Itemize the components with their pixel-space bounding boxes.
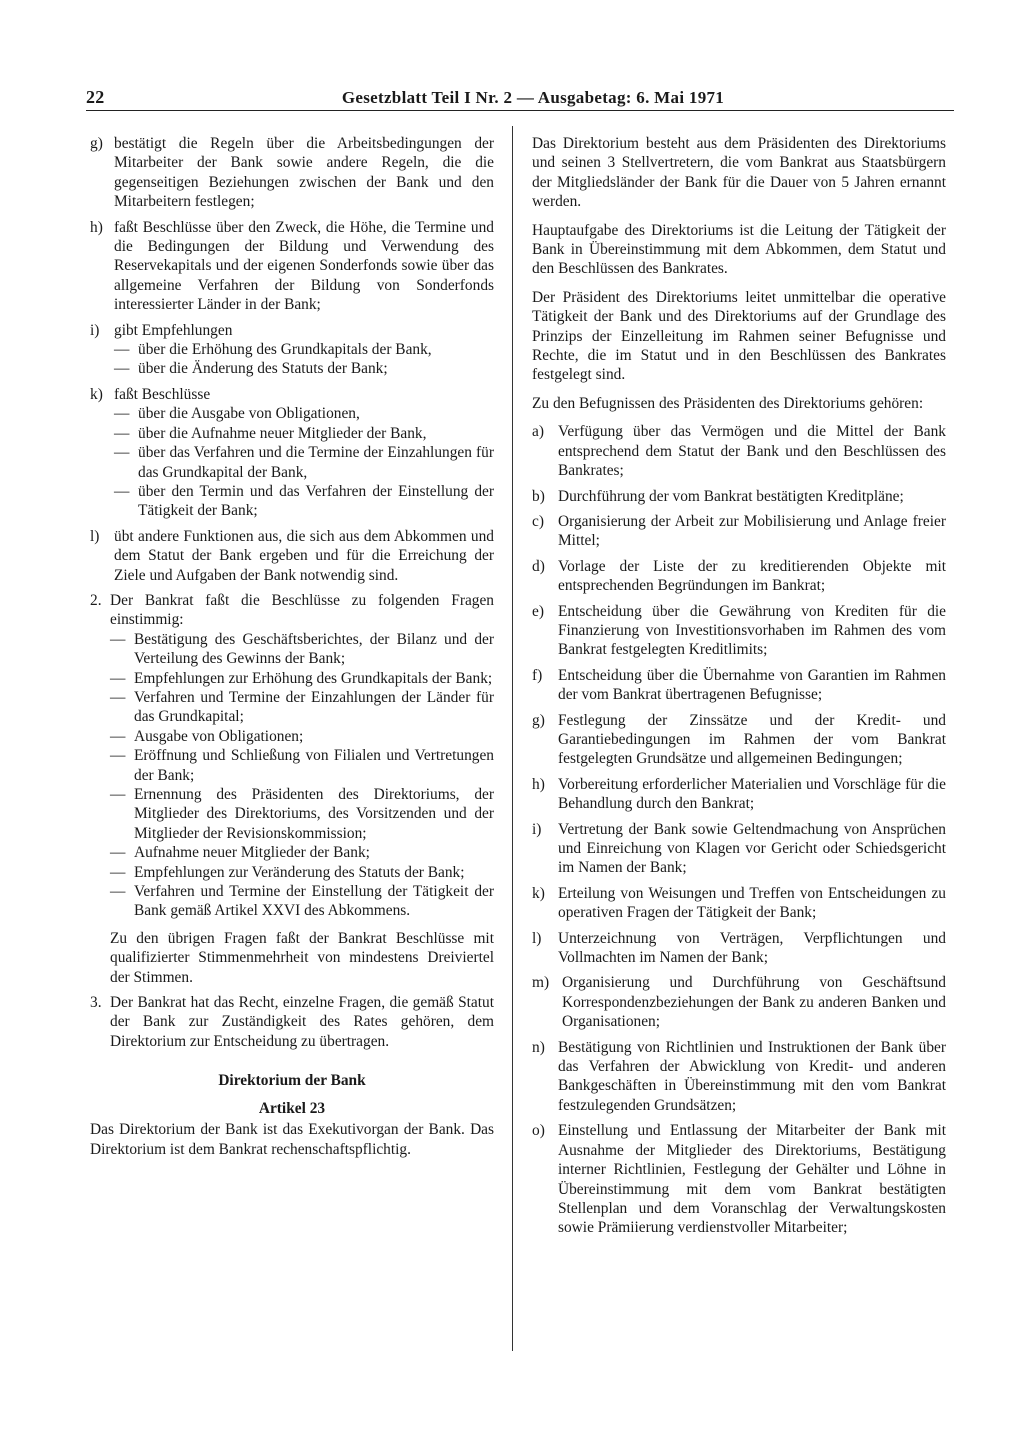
numbered-point: 2. Der Bankrat faßt die Beschlüsse zu folgenden Fragen einstimmig: — Bestätigung des Geschäftsberichtes, der Bilanz und der Verteilung des Gewinns der Bank; — Empfehlungen zur Erhöhung des Grundkapitals der Bank; — Verfahren und Termine der Einzahlungen der Länder für das Grundkapital; — Ausgabe von Obligationen; — Eröffnung und Schließung von Filialen und Vertretungen der Bank; — Ernennung des Präsidenten des Direktoriums, der Mitglieder des Direktoriums, des Vorsitzenden und der Mitglieder der Revisionskommission; — Aufnahme neuer Mitglieder der Bank; — Empfehlungen zur Veränderung des Statuts der Bank; — Verfahren und Termine der Einstellung der Tätigkeit der Bank gemäß Artikel XXVI des Abkommens. Zu den übrigen Fragen faßt der Bankrat Beschlüsse mit qualifizierter Stimmenmehrheit von mindestens Dreiviertel der Stimmen. bbox=[90, 591, 494, 986]
list-item: o) Einstellung und Entlassung der Mitarbeiter der Bank mit Ausnahme der Mitglieder des Direktoriums, Bestätigung interner Richtlinien, Festlegung der Gehälter und Löhne in Übereinstimmung mit dem vom Bankrat bestätigten Stellenplan und dem Voranschlag der Verwaltungskosten sowie Prämiierung verdienstvoller Mitarbeiter; bbox=[532, 1122, 946, 1237]
dash-item: — über den Termin und das Verfahren der Einstellung der Tätigkeit der Bank; bbox=[114, 482, 494, 520]
column-divider bbox=[512, 126, 513, 1351]
dash-item: — über die Aufnahme neuer Mitglieder der Bank, bbox=[114, 424, 427, 442]
right-column bbox=[532, 134, 946, 1244]
list-item: k) Erteilung von Weisungen und Treffen von Entscheidungen zu operativen Fragen der Tätigkeit der Bank; bbox=[532, 884, 946, 922]
list-item: f) Entscheidung über die Übernahme von Garantien im Rahmen der vom Bankrat übertragenen Befugnisse; bbox=[532, 666, 946, 704]
gazette-title: Gesetzblatt Teil I Nr. 2 — Ausgabetag: 6. Mai 1971 bbox=[341, 88, 725, 107]
list-item: c) Organisierung der Arbeit zur Mobilisierung und Anlage freier Mittel; bbox=[532, 512, 946, 550]
section-heading: Direktorium der Bank bbox=[218, 1072, 366, 1090]
dash-item: — Verfahren und Termine der Einzahlungen der Länder für das Grundkapital; bbox=[110, 688, 494, 726]
dash-item: — über die Änderung des Statuts der Bank; bbox=[114, 360, 388, 378]
dash-item: — Eröffnung und Schließung von Filialen und Vertretungen der Bank; bbox=[110, 747, 494, 784]
dash-item: — Bestätigung des Geschäftsberichtes, der Bilanz und der Verteilung des Gewinns der Bank; bbox=[110, 630, 494, 668]
point2-closing: Zu den übrigen Fragen faßt der Bankrat Beschlüsse mit qualifizierter Stimmenmehrheit von mindestens Dreiviertel der Stimmen. bbox=[110, 929, 494, 986]
list-item: i) Vertretung der Bank sowie Geltendmachung von Ansprüchen und Einreichung von Klagen vor Gericht oder Schiedsgericht im Namen der Bank; bbox=[532, 820, 946, 877]
left-column bbox=[90, 134, 494, 1167]
list-item: d) Vorlage der Liste der zu kreditierenden Objekte mit entsprechenden Begründungen im Bankrat; bbox=[532, 557, 946, 595]
list-item: n) Bestätigung von Richtlinien und Instruktionen der Bank über das Verfahren der Abwicklung von Kredit- und anderen Bankgeschäften in Übereinstimmung mit den vom Bankrat festzulegenden Grundsätzen; bbox=[532, 1038, 946, 1114]
numbered-point: 3. Der Bankrat hat das Recht, einzelne Fragen, die gemäß Statut der Bank zur Zuständigkeit des Rates gehören, dem Direktorium zur Entscheidung zu übertragen. bbox=[90, 994, 494, 1050]
list-item: m) Organisierung und Durchführung von Geschäftsund Korrespondenzbeziehungen der Bank zu anderen Banken und Organisationen; bbox=[532, 974, 946, 1031]
dash-item: — Verfahren und Termine der Einstellung der Tätigkeit der Bank gemäß Artikel XXVI des Abkommens. bbox=[110, 883, 494, 920]
page-header bbox=[86, 82, 950, 108]
paragraph: Hauptaufgabe des Direktoriums ist die Leitung der Tätigkeit der Bank in Übereinstimmung mit dem Abkommen, dem Statut und den Beschlüssen des Bankrates. bbox=[532, 221, 946, 278]
list-item: i) gibt Empfehlungen — über die Erhöhung des Grundkapitals der Bank, — über die Änderung des Statuts der Bank; bbox=[90, 321, 494, 379]
list-item: h) Vorbereitung erforderlicher Materialien und Vorschläge für die Behandlung durch den Bankrat; bbox=[532, 775, 946, 813]
list-item: g) Festlegung der Zinssätze und der Kredit- und Garantiebedingungen im Rahmen der vom Bankrat festgelegten Grundsätze und allgemeinen Bedingungen; bbox=[532, 711, 946, 768]
paragraph: Zu den Befugnissen des Präsidenten des Direktoriums gehören: bbox=[532, 394, 924, 412]
list-item: l) Unterzeichnung von Verträgen, Verpflichtungen und Vollmachten im Namen der Bank; bbox=[532, 929, 946, 967]
list-item: k) faßt Beschlüsse — über die Ausgabe von Obligationen, — über die Aufnahme neuer Mitglieder der Bank, — über das Verfahren und die Termine der Einzahlungen für das Grundkapital der Bank, — über den Termin und das Verfahren der Einstellung der Tätigkeit der Bank; bbox=[90, 385, 494, 520]
list-item: b) Durchführung der vom Bankrat bestätigten Kreditpläne; bbox=[532, 487, 904, 505]
article-heading: Artikel 23 bbox=[258, 1099, 326, 1117]
dash-item: — Empfehlungen zur Erhöhung des Grundkapitals der Bank; bbox=[110, 669, 493, 687]
page-number: 22 bbox=[86, 87, 105, 107]
list-item: h) faßt Beschlüsse über den Zweck, die Höhe, die Termine und die Bedingungen der Bildung und Verwendung des Reservekapitals und der eigenen Sonderfonds sowie über das allgemeine Verfahren der Bildung von Sonderfonds interessierter Länder in der Bank; bbox=[90, 218, 494, 314]
paragraph: Das Direktorium besteht aus dem Präsidenten des Direktoriums und seinen 3 Stellvertretern, die vom Bankrat aus Staatsbürgern der Mitgliedsländer der Bank für die Dauer von 5 Jahren ernannt werden. bbox=[532, 135, 946, 211]
dash-item: — Ernennung des Präsidenten des Direktoriums, der Mitglieder des Direktoriums, des Vorsitzenden und der Mitglieder der Revisionskommission; bbox=[110, 786, 494, 842]
dash-item: — Empfehlungen zur Veränderung des Statuts der Bank; bbox=[110, 863, 465, 881]
dash-item: — Ausgabe von Obligationen; bbox=[110, 727, 304, 745]
list-item: l) übt andere Funktionen aus, die sich aus dem Abkommen und dem Statut der Bank ergeben und für die Erreichung der Ziele und Aufgaben der Bank notwendig sind. bbox=[90, 527, 494, 584]
header-rule bbox=[86, 110, 954, 111]
article-text: Das Direktorium der Bank ist das Exekutivorgan der Bank. Das Direktorium ist dem Bankrat rechenschaftspflichtig. bbox=[90, 1121, 494, 1158]
list-item: e) Entscheidung über die Gewährung von Krediten für die Finanzierung von Investitionsvorhaben im Rahmen des vom Bankrat festgelegten Kreditlimits; bbox=[532, 602, 946, 659]
dash-item: — über das Verfahren und die Termine der Einzahlungen für das Grundkapital der Bank, bbox=[114, 444, 494, 481]
dash-item: — Aufnahme neuer Mitglieder der Bank; bbox=[110, 844, 370, 862]
list-item: g) bestätigt die Regeln über die Arbeitsbedingungen der Mitarbeiter der Bank sowie andere Regeln, die die gegenseitigen Beziehungen zwischen der Bank und den Mitarbeitern festlegen; bbox=[90, 135, 494, 211]
paragraph: Der Präsident des Direktoriums leitet unmittelbar die operative Tätigkeit der Bank und des Direktoriums auf der Grundlage des Prinzips der Einzelleitung im Rahmen seiner Befugnisse und Rechte, die im Statut und in den Beschlüssen des Bankrates festgelegt sind. bbox=[532, 288, 946, 384]
dash-item: — über die Ausgabe von Obligationen, bbox=[114, 405, 360, 423]
dash-item: — über die Erhöhung des Grundkapitals der Bank, bbox=[114, 341, 432, 359]
list-item: a) Verfügung über das Vermögen und die Mittel der Bank entsprechend dem Statut der Bank und den Beschlüssen des Bankrates; bbox=[532, 423, 946, 480]
